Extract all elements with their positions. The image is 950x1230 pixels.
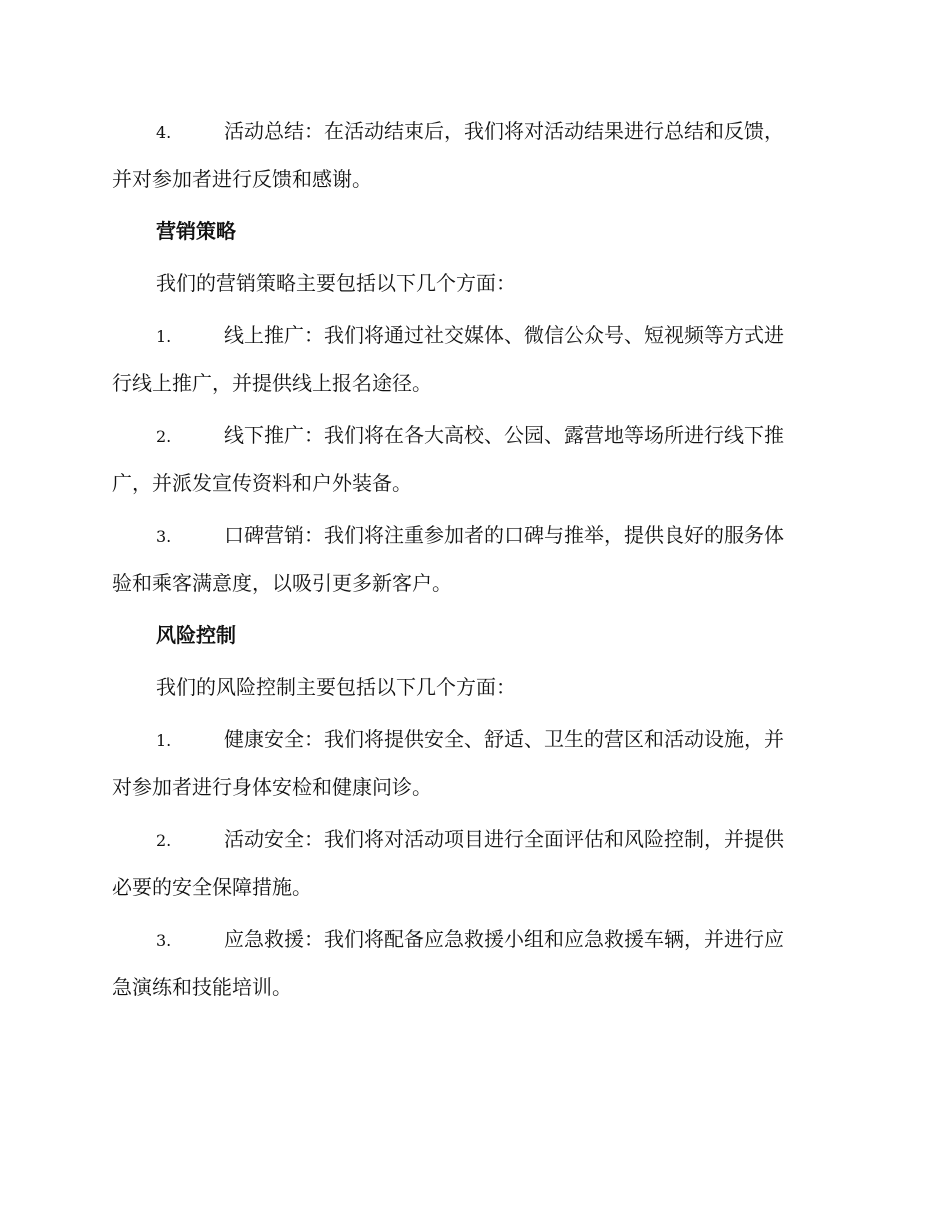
list-item-number: 2. [156, 831, 172, 850]
list-item-line-1 [112, 108, 834, 156]
list-item [112, 716, 834, 810]
section-heading-marketing: 营销策略 [156, 219, 236, 243]
section-intro-risk: 我们的风险控制主要包括以下几个方面： [156, 675, 516, 699]
list-item [112, 816, 834, 910]
list-item [112, 412, 834, 506]
list-item-text: 线上推广：我们将通过社交媒体、微信公众号、短视频等方式进 [224, 323, 784, 347]
list-item-number: 3. [156, 931, 172, 950]
list-item [112, 916, 834, 1010]
list-item-line-2: 广，并派发宣传资料和户外装备。 [112, 471, 412, 495]
list-item-number: 1. [156, 731, 172, 750]
list-item-number: 4. [156, 123, 172, 142]
list-item-number: 1. [156, 327, 172, 346]
list-item-line-2: 急演练和技能培训。 [112, 975, 292, 999]
list-item-line-2: 行线上推广，并提供线上报名途径。 [112, 371, 432, 395]
list-item-line-1 [112, 312, 834, 360]
list-item-line-2: 并对参加者进行反馈和感谢。 [112, 167, 372, 191]
list-item-line-1 [112, 916, 834, 964]
list-item [112, 312, 834, 406]
list-item-line-1 [112, 816, 834, 864]
list-item [112, 512, 834, 606]
list-item-text: 线下推广：我们将在各大高校、公园、露营地等场所进行线下推 [224, 423, 784, 447]
list-item-line-1 [112, 716, 834, 764]
list-item-text: 应急救援：我们将配备应急救援小组和应急救援车辆，并进行应 [224, 927, 784, 951]
list-item-line-1 [112, 512, 834, 560]
section-heading-risk: 风险控制 [156, 623, 236, 647]
list-item-line-2: 验和乘客满意度，以吸引更多新客户。 [112, 571, 452, 595]
list-item-line-2: 必要的安全保障措施。 [112, 875, 312, 899]
list-item-number: 3. [156, 527, 172, 546]
list-item-text: 活动安全：我们将对活动项目进行全面评估和风险控制，并提供 [224, 827, 784, 851]
list-item [112, 108, 834, 202]
list-item-number: 2. [156, 427, 172, 446]
list-item-text: 活动总结：在活动结束后，我们将对活动结果进行总结和反馈， [224, 119, 784, 143]
list-item-text: 健康安全：我们将提供安全、舒适、卫生的营区和活动设施，并 [224, 727, 784, 751]
list-item-text: 口碑营销：我们将注重参加者的口碑与推举，提供良好的服务体 [224, 523, 784, 547]
list-item-line-2: 对参加者进行身体安检和健康问诊。 [112, 775, 432, 799]
section-intro-marketing: 我们的营销策略主要包括以下几个方面： [156, 271, 516, 295]
list-item-line-1 [112, 412, 834, 460]
